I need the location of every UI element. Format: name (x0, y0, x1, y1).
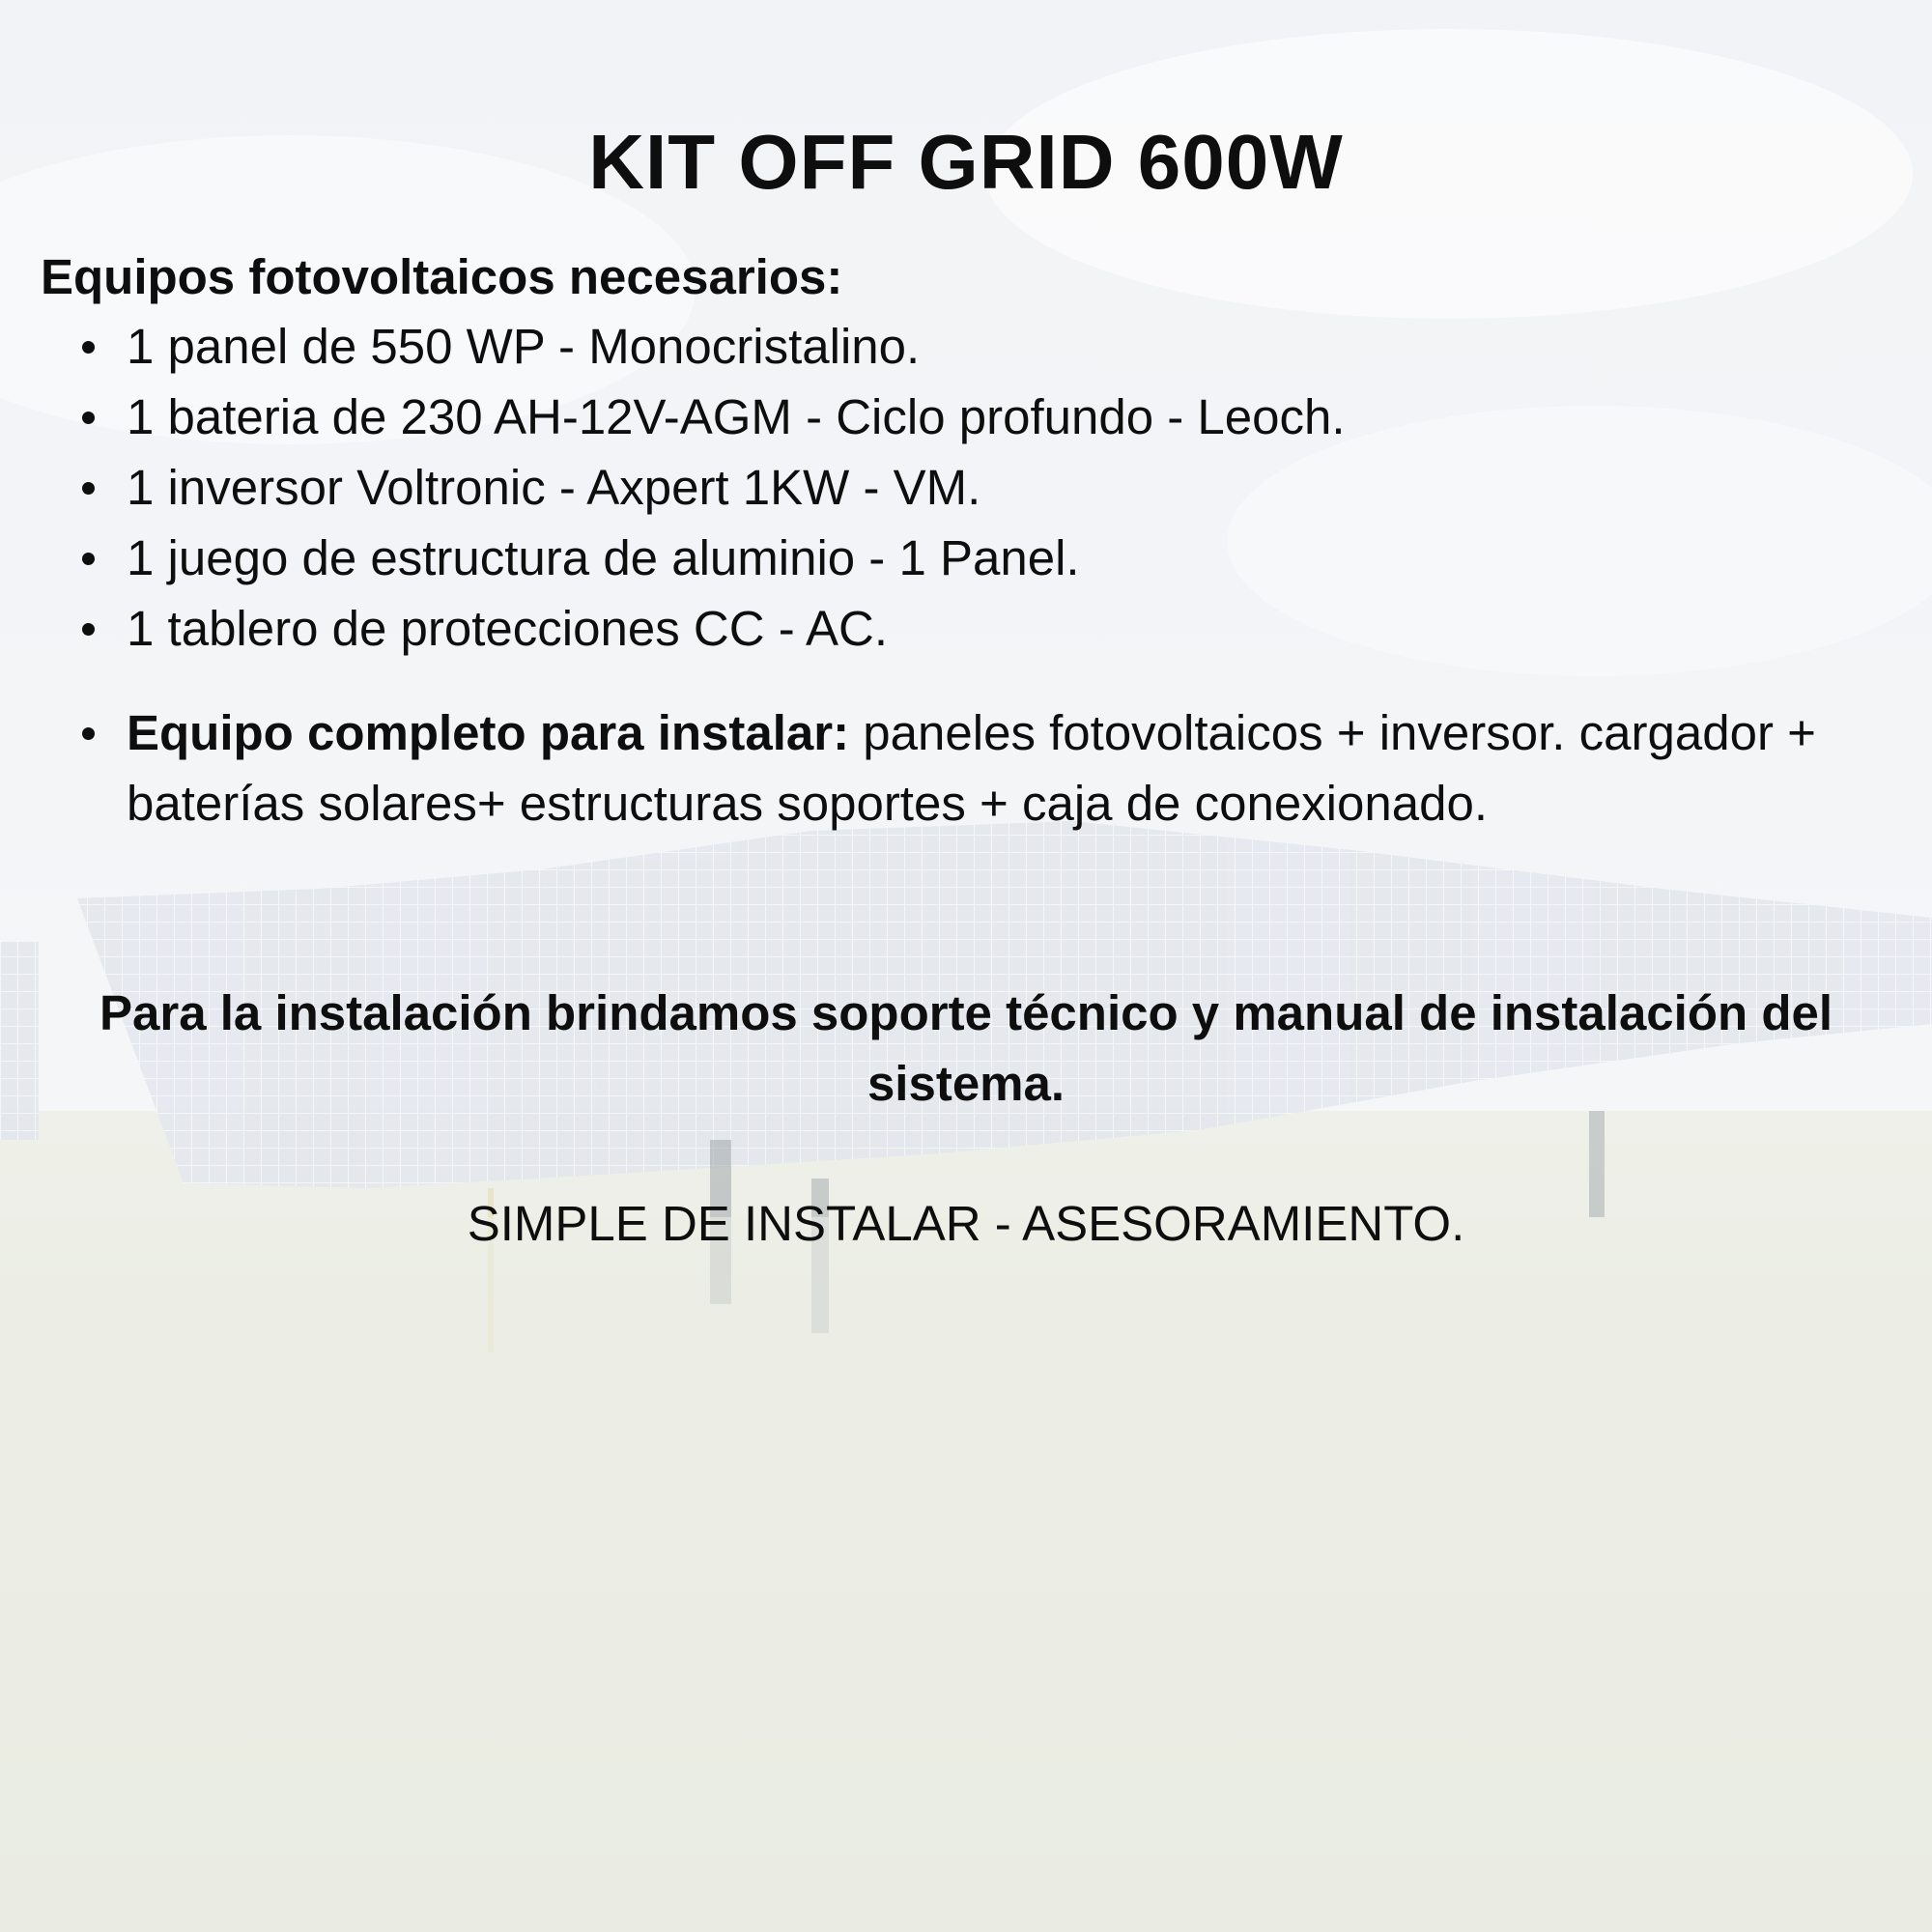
support-text: Para la instalación brindamos soporte técnico y manual de instalación del sistema. (99, 985, 1833, 1111)
complete-kit-item (72, 697, 1846, 838)
list-item-text: 1 inversor Voltronic - Axpert 1KW - VM. (127, 460, 981, 515)
list-item-text: 1 juego de estructura de aluminio - 1 Panel. (127, 530, 1080, 585)
bullet-icon (82, 623, 95, 636)
list-item-text: 1 tablero de protecciones CC - AC. (127, 601, 889, 656)
list-item-text: 1 panel de 550 WP - Monocristalino. (127, 319, 921, 374)
list-item-text: 1 bateria de 230 AH-12V-AGM - Ciclo profundo - Leoch. (127, 389, 1346, 444)
list-item (72, 311, 1346, 382)
complete-kit-text: paneles fotovoltaicos + inversor. cargador + baterías solares+ estructuras soportes + caja de conexionado. (127, 705, 1816, 831)
list-item (72, 593, 1346, 664)
list-item (72, 452, 1346, 523)
list-item (72, 523, 1346, 593)
equipment-list (72, 311, 1346, 664)
bullet-icon (82, 553, 95, 565)
equipment-heading: Equipos fotovoltaicos necesarios: (41, 249, 843, 304)
page-title: KIT OFF GRID 600W (588, 119, 1344, 205)
bullet-icon (82, 727, 95, 740)
bullet-icon (82, 341, 95, 354)
bullet-icon (82, 482, 95, 495)
complete-kit-label: Equipo completo para instalar: (127, 705, 850, 760)
bullet-icon (82, 412, 95, 424)
list-item (72, 382, 1346, 452)
tagline: SIMPLE DE INSTALAR - ASESORAMIENTO. (467, 1196, 1465, 1251)
